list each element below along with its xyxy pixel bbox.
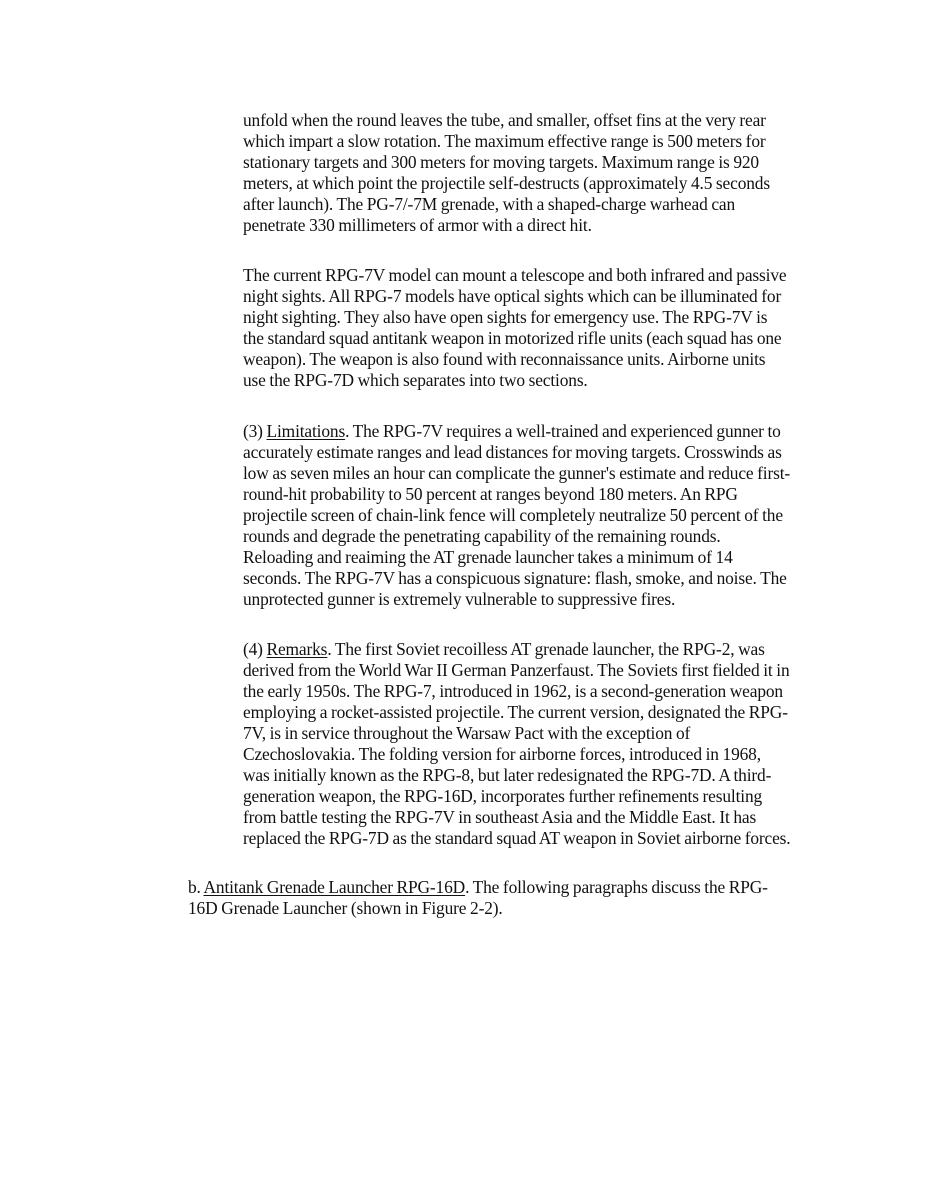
- remarks-body: . The first Soviet recoilless AT grenade launcher, the RPG-2, was derived from the World War II German Panzerfaust. The Soviets first fielded it in the early 1950s. The RPG-7, introduced in 1962, is a second-generation weapon employing a rocket-assisted projectile. The current version, designated the RPG-7V, is in service throughout the Warsaw Pact with the exception of Czechoslovakia. The folding version for airborne forces, introduced in 1968, was initially known as the RPG-8, but later redesignated the RPG-7D. A third-generation weapon, the RPG-16D, incorporates further refinements resulting from battle testing the RPG-7V in southeast Asia and the Middle East. It has replaced the RPG-7D as the standard squad AT weapon in Soviet airborne forces.: [243, 639, 791, 848]
- limitations-heading: Limitations: [266, 421, 346, 441]
- section-b-letter: b.: [188, 877, 204, 897]
- section-b-body: . The following paragraphs discuss the RPG-16D Grenade Launcher (shown in Figure 2-2).: [188, 877, 768, 918]
- remarks-paragraph: [243, 639, 791, 849]
- limitations-paragraph: [243, 421, 791, 610]
- section-b-heading: Antitank Grenade Launcher RPG-16D: [203, 877, 466, 897]
- sights-paragraph: The current RPG-7V model can mount a telescope and both infrared and passive night sights. All RPG-7 models have optical sights which can be illuminated for night sighting. They also have open sights for emergency use. The RPG-7V is the standard squad antitank weapon in motorized rifle units (each squad has one weapon). The weapon is also found with reconnaissance units. Airborne units use the RPG-7D which separates into two sections.: [243, 265, 787, 390]
- continuation-paragraph: unfold when the round leaves the tube, and smaller, offset fins at the very rear which impart a slow rotation. The maximum effective range is 500 meters for stationary targets and 300 meters for moving targets. Maximum range is 920 meters, at which point the projectile self-destructs (approximately 4.5 seconds after launch). The PG-7/-7M grenade, with a shaped-charge warhead can penetrate 330 millimeters of armor with a direct hit.: [243, 110, 770, 235]
- limitations-body: . The RPG-7V requires a well-trained and experienced gunner to accurately estimate ranges and lead distances for moving targets. Crosswinds as low as seven miles an hour can complicate the gunner's estimate and reduce first-round-hit probability to 50 percent at ranges beyond 180 meters. An RPG projectile screen of chain-link fence will completely neutralize 50 percent of the rounds and degrade the penetrating capability of the remaining rounds. Reloading and reaiming the AT grenade launcher takes a minimum of 14 seconds. The RPG-7V has a conspicuous signature: flash, smoke, and noise. The unprotected gunner is extremely vulnerable to suppressive fires.: [243, 421, 791, 609]
- remarks-heading: Remarks: [266, 639, 328, 659]
- limitations-number: (3): [243, 421, 267, 441]
- section-b-paragraph: [188, 877, 791, 919]
- remarks-number: (4): [243, 639, 267, 659]
